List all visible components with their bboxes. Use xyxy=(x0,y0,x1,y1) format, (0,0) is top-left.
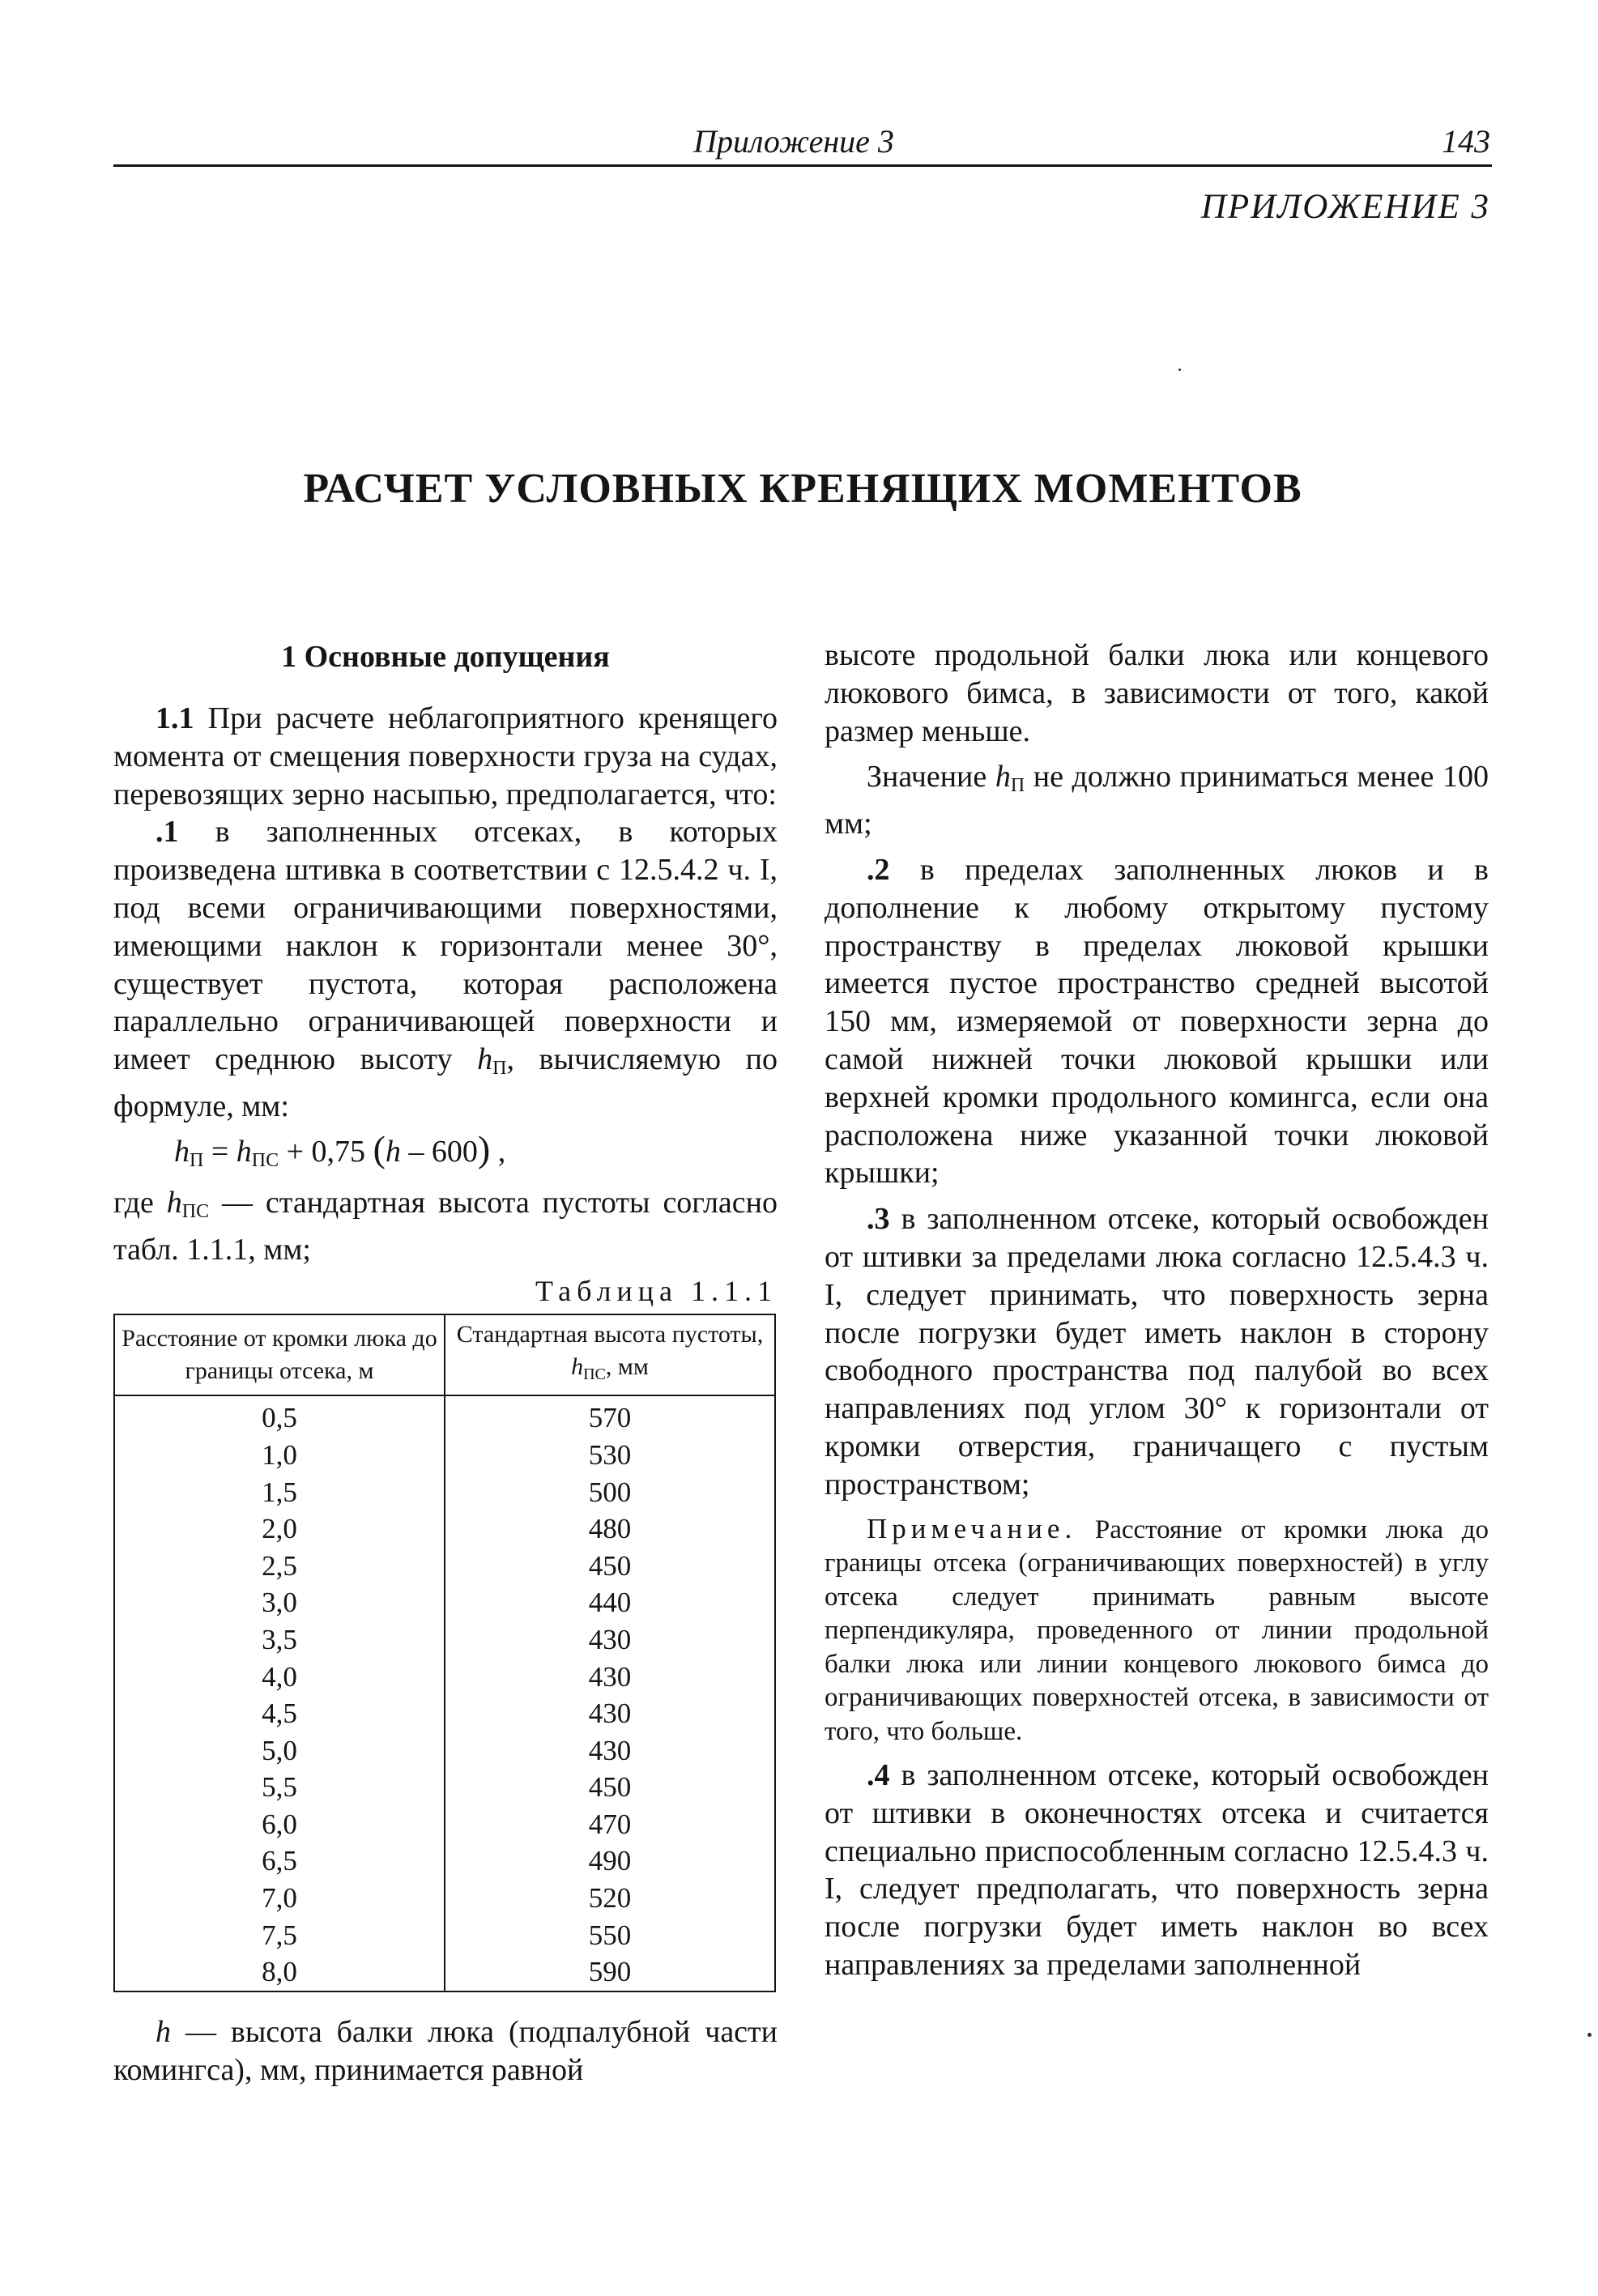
table-row xyxy=(114,1395,775,1437)
column-header-void-height xyxy=(445,1314,775,1395)
formula-hps-sub: ПС xyxy=(251,1149,279,1171)
item-3 xyxy=(825,1200,1489,1503)
void-height-table xyxy=(113,1314,776,1992)
h-definition-text: — высота балки люка (подпалубной части комингса), мм, принимается равной xyxy=(113,2014,778,2087)
distance-cell: 4,0 xyxy=(114,1659,445,1696)
value-symbol-sub: П xyxy=(1010,775,1025,797)
void-height-cell: 450 xyxy=(445,1769,775,1806)
column-header-distance: Расстояние от кромки люка до границы отсека, м xyxy=(114,1314,445,1395)
continuation-paragraph: высоте продольной балки люка или концевого люкового бимса, в зависимости от того, какой размер меньше. xyxy=(825,638,1489,748)
where-symbol: h xyxy=(166,1185,182,1220)
page-title: РАСЧЕТ УСЛОВНЫХ КРЕНЯЩИХ МОМЕНТОВ xyxy=(303,466,1302,512)
void-height-cell: 440 xyxy=(445,1584,775,1621)
header-symbol: h xyxy=(571,1353,584,1381)
table-row xyxy=(114,1806,775,1843)
formula-plus: + 0,75 xyxy=(279,1134,373,1169)
table-row xyxy=(114,1953,775,1991)
void-height-cell: 530 xyxy=(445,1437,775,1474)
distance-cell: 8,0 xyxy=(114,1953,445,1991)
void-height-cell: 470 xyxy=(445,1806,775,1843)
paragraph-text: При расчете неблагоприятного кренящего момента от смещения поверхности груза на судах, перевозящих зерно насыпью, предполагается, что: xyxy=(113,701,778,811)
void-height-cell: 590 xyxy=(445,1953,775,1991)
distance-cell: 5,0 xyxy=(114,1732,445,1770)
distance-cell: 2,5 xyxy=(114,1548,445,1585)
note-text: Расстояние от кромки люка до границы отсека (ограничивающих поверхностей) в углу отсека следует принимать равным высоте перпендикуляра, проведенного от линии продольной балки люка или линии концевого люкового бимса до ограничивающих поверхностей отсека, в зависимости от того, что больше. xyxy=(825,1514,1489,1746)
distance-cell: 7,5 xyxy=(114,1917,445,1954)
distance-cell: 2,0 xyxy=(114,1510,445,1548)
formula-hps: h xyxy=(236,1134,252,1169)
void-height-cell: 430 xyxy=(445,1732,775,1770)
value-lead: Значение xyxy=(867,760,995,794)
table-caption: Таблица 1.1.1 xyxy=(535,1275,778,1308)
table-row xyxy=(114,1659,775,1696)
scan-speck xyxy=(1178,368,1181,371)
note-label: Примечание. xyxy=(867,1512,1077,1544)
table-row xyxy=(114,1584,775,1621)
table-body xyxy=(114,1395,775,1991)
distance-cell: 7,0 xyxy=(114,1880,445,1917)
table-row xyxy=(114,1695,775,1732)
void-height-cell: 430 xyxy=(445,1621,775,1659)
formula-minus: – 600 xyxy=(400,1134,478,1169)
void-height-cell: 520 xyxy=(445,1880,775,1917)
symbol-subscript: П xyxy=(492,1058,507,1080)
void-height-cell: 430 xyxy=(445,1659,775,1696)
distance-cell: 0,5 xyxy=(114,1395,445,1437)
value-text: не должно приниматься менее 100 мм; xyxy=(825,760,1489,841)
note xyxy=(825,1512,1489,1749)
h-symbol: h xyxy=(156,2014,171,2049)
formula-paren-open: ( xyxy=(373,1127,386,1169)
running-header-title: Приложение 3 xyxy=(693,123,894,160)
item-2 xyxy=(825,851,1489,1192)
item-number: .4 xyxy=(867,1758,890,1793)
header-unit: , мм xyxy=(605,1353,649,1381)
header-text: Стандартная высота пустоты, xyxy=(456,1321,764,1348)
where-clause xyxy=(113,1184,778,1269)
paragraph-1-1 xyxy=(113,700,778,813)
item-text: в заполненных отсеках, в которых произведена штивка в соответствии с 12.5.4.2 ч. I, под всеми ограничивающими поверхностями, имеющими наклон к горизонтали менее 30°, существует пустота, которая расположена параллельно ограничивающей поверхности и имеет среднюю высоту xyxy=(113,815,778,1077)
void-height-cell: 550 xyxy=(445,1917,775,1954)
page-number: 143 xyxy=(1442,123,1490,160)
section-heading: 1 Основные допущения xyxy=(281,640,610,674)
formula-comma: , xyxy=(490,1134,506,1169)
item-4 xyxy=(825,1757,1489,1984)
distance-cell: 5,5 xyxy=(114,1769,445,1806)
distance-cell: 1,5 xyxy=(114,1474,445,1511)
table-row xyxy=(114,1842,775,1880)
paragraph-number: 1.1 xyxy=(156,701,194,735)
table-row xyxy=(114,1769,775,1806)
appendix-label: ПРИЛОЖЕНИЕ 3 xyxy=(1200,188,1490,226)
left-column xyxy=(113,637,778,2089)
formula xyxy=(113,1126,778,1184)
value-paragraph xyxy=(825,758,1489,843)
void-height-cell: 450 xyxy=(445,1548,775,1585)
void-height-cell: 480 xyxy=(445,1510,775,1548)
header-rule xyxy=(113,164,1492,167)
table-header-row xyxy=(114,1314,775,1395)
distance-cell: 6,5 xyxy=(114,1842,445,1880)
void-height-cell: 500 xyxy=(445,1474,775,1511)
void-height-cell: 570 xyxy=(445,1395,775,1437)
item-text: в заполненном отсеке, который освобожден от штивки за пределами люка согласно 12.5.4.3 ч. I, следует принимать, что поверхность зерна после погрузки будет иметь наклон в сторону свободного пространства под палубой во всех направлениях под углом 30° к горизонтали от кромки отверстия, граничащего с пустым пространством; xyxy=(825,1202,1489,1502)
void-height-cell: 490 xyxy=(445,1842,775,1880)
where-text: — стандартная высота пустоты согласно табл. 1.1.1, мм; xyxy=(113,1185,778,1267)
right-column xyxy=(825,637,1489,1984)
where-lead: где xyxy=(113,1185,167,1220)
where-symbol-sub: ПС xyxy=(181,1200,210,1222)
symbol-h: h xyxy=(477,1042,493,1077)
distance-cell: 1,0 xyxy=(114,1437,445,1474)
table-row xyxy=(114,1732,775,1770)
formula-lhs: h xyxy=(174,1134,190,1169)
table-row xyxy=(114,1474,775,1511)
item-1 xyxy=(113,813,778,1125)
distance-cell: 3,5 xyxy=(114,1621,445,1659)
table-row xyxy=(114,1621,775,1659)
table-row xyxy=(114,1880,775,1917)
h-definition xyxy=(113,2013,778,2089)
item-number: .3 xyxy=(867,1202,890,1237)
header-symbol-sub: ПС xyxy=(583,1365,606,1384)
distance-cell: 3,0 xyxy=(114,1584,445,1621)
table-row xyxy=(114,1917,775,1954)
formula-paren-close: ) xyxy=(477,1127,491,1169)
table-row xyxy=(114,1548,775,1585)
table-row xyxy=(114,1510,775,1548)
scan-speck xyxy=(1587,2033,1592,2037)
formula-lhs-sub: П xyxy=(190,1149,204,1171)
item-text: в пределах заполненных люков и в дополнение к любому открытому пустому пространству в пределах люковой крышки имеется пустое пространство средней высотой 150 мм, измеряемой от поверхности зерна до самой нижней точки люковой крышки или верхней кромки продольного комингса, если она расположена ниже указанной точки люковой крышки; xyxy=(825,852,1489,1191)
formula-equals: = xyxy=(203,1134,237,1169)
formula-h: h xyxy=(385,1134,401,1169)
distance-cell: 4,5 xyxy=(114,1695,445,1732)
item-text: в заполненном отсеке, который освобожден от штивки в оконечностях отсека и считается специально приспособленным согласно 12.5.4.3 ч. I, следует предполагать, что поверхность зерна после погрузки будет иметь наклон во всех направлениях за пределами заполненной xyxy=(825,1758,1489,1983)
table-row xyxy=(114,1437,775,1474)
item-text-tail: , вычисляемую по формуле, мм: xyxy=(113,1042,778,1123)
distance-cell: 6,0 xyxy=(114,1806,445,1843)
item-number: .1 xyxy=(156,815,179,850)
value-symbol: h xyxy=(995,760,1011,794)
item-number: .2 xyxy=(867,852,890,887)
void-height-cell: 430 xyxy=(445,1695,775,1732)
